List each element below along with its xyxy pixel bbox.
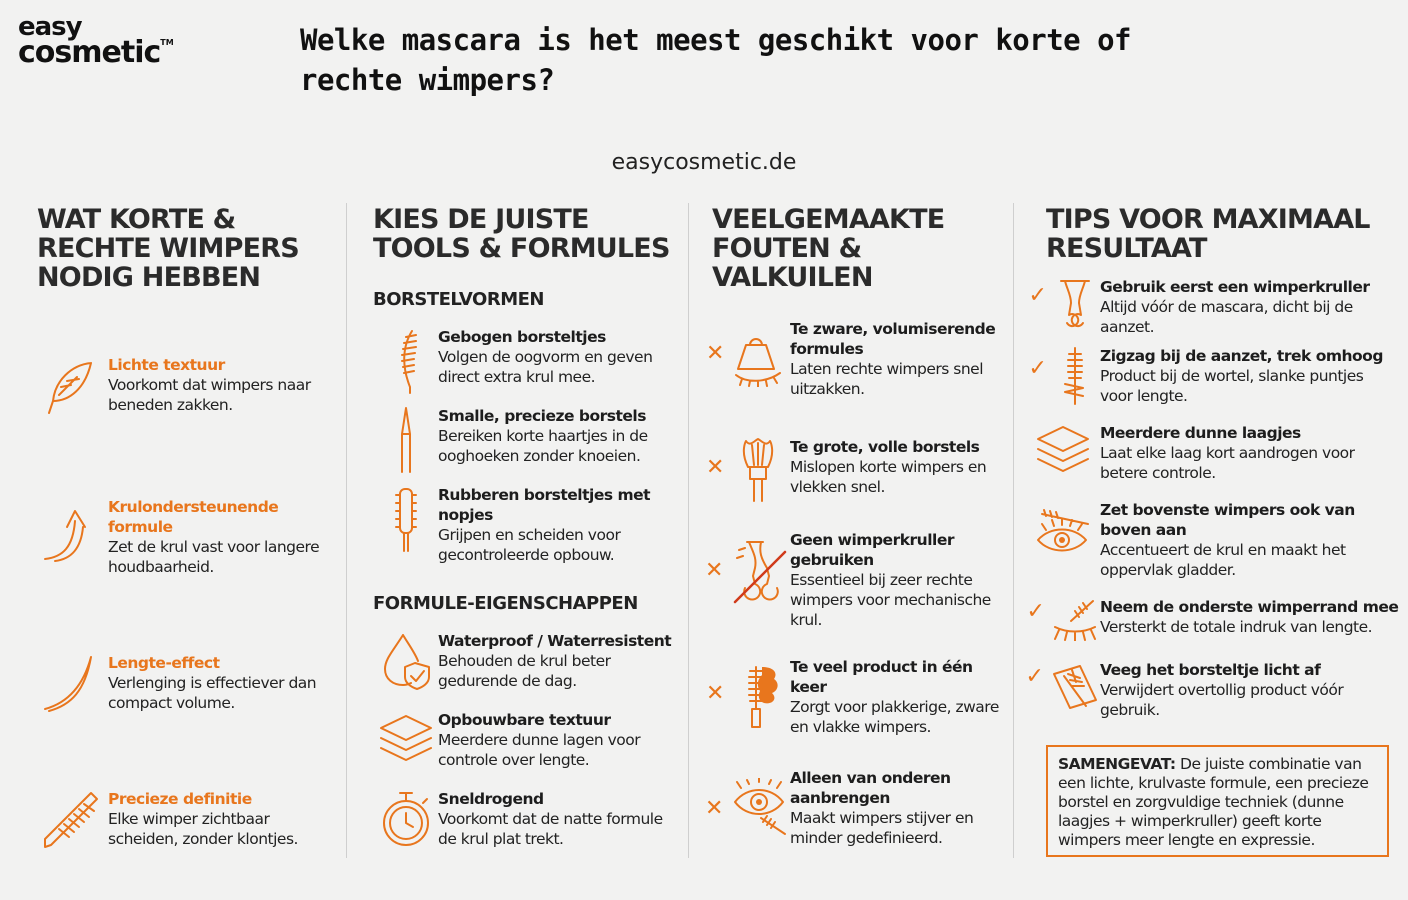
layers-icon <box>373 710 438 770</box>
item-heading: Gebruik eerst een wimperkruller <box>1100 278 1370 296</box>
brand-logo-line1: easy <box>18 12 82 42</box>
no-curler-icon <box>704 530 790 630</box>
list-item <box>1025 597 1400 641</box>
item-text: Zorgt voor plakkerige, zware en vlakke wimpers. <box>790 698 999 736</box>
list-item <box>33 497 333 577</box>
item-text: Mislopen korte wimpers en vlekken snel. <box>790 458 987 496</box>
list-item <box>704 530 1004 630</box>
item-heading: Te zware, volumiserende formules <box>790 320 996 358</box>
column-title: TIPS VOOR MAXIMAAL RESULTAAT <box>1046 204 1370 264</box>
item-text: Verwijdert overtollig product vóór gebruik. <box>1100 681 1344 719</box>
lash-curve-icon <box>33 653 108 717</box>
item-heading: Krulondersteunende formule <box>108 498 279 536</box>
item-text: Essentieel bij zeer rechte wimpers voor mechanische krul. <box>790 571 991 629</box>
check-mark-icon: ✓ <box>1028 283 1047 308</box>
stopwatch-icon <box>373 789 438 849</box>
cross-mark-icon: ✕ <box>706 455 725 480</box>
item-text: Altijd vóór de mascara, dicht bij de aanzet. <box>1100 298 1353 336</box>
list-item <box>33 653 333 717</box>
item-text: Laten rechte wimpers snel uitzakken. <box>790 360 984 398</box>
list-item <box>704 768 1004 848</box>
list-item <box>1025 423 1400 483</box>
page-title: Welke mascara is het meest geschikt voor korte of rechte wimpers? <box>300 23 1132 97</box>
item-text: Versterkt de totale indruk van lengte. <box>1100 618 1373 636</box>
brand-logo-line2: cosmetic™ <box>18 35 174 71</box>
section-title-formulas: FORMULE-EIGENSCHAPPEN <box>373 593 638 614</box>
column-needs <box>37 205 337 860</box>
item-heading: Te grote, volle borstels <box>790 438 980 456</box>
column-divider <box>688 203 689 858</box>
list-item <box>704 657 1004 737</box>
column-divider <box>1013 203 1014 858</box>
check-mark-icon: ✓ <box>1025 664 1044 689</box>
cross-mark-icon: ✕ <box>706 681 725 706</box>
item-text: Grijpen en scheiden voor gecontroleerde opbouw. <box>438 526 621 564</box>
feather-icon <box>33 355 108 419</box>
item-heading: Opbouwbare textuur <box>438 711 611 729</box>
eye-brush-icon <box>704 768 790 848</box>
item-heading: Veeg het borsteltje licht af <box>1100 661 1321 679</box>
list-item <box>33 355 333 419</box>
list-item <box>1025 500 1400 580</box>
slim-brush-icon <box>373 406 438 474</box>
item-text: Elke wimper zichtbaar scheiden, zonder klontjes. <box>108 810 298 848</box>
item-heading: Zigzag bij de aanzet, trek omhoog <box>1100 347 1383 365</box>
item-heading: Alleen van onderen aanbrengen <box>790 769 951 807</box>
eyelash-curler-icon <box>1025 277 1100 337</box>
big-brush-icon <box>704 437 790 503</box>
item-heading: Lichte textuur <box>108 356 225 374</box>
item-text: Voorkomt dat wimpers naar beneden zakken. <box>108 376 311 414</box>
item-heading: Geen wimperkruller gebruiken <box>790 531 954 569</box>
summary-box <box>1046 745 1389 857</box>
item-text: Product bij de wortel, slanke puntjes voor lengte. <box>1100 367 1364 405</box>
item-heading: Meerdere dunne laagjes <box>1100 424 1301 442</box>
list-item <box>373 710 673 770</box>
water-drop-shield-icon <box>373 631 438 691</box>
rubber-brush-icon <box>373 485 438 565</box>
item-heading: Lengte-effect <box>108 654 220 672</box>
item-heading: Sneldrogend <box>438 790 544 808</box>
item-text: Zet de krul vast voor langere houdbaarheid. <box>108 538 320 576</box>
item-heading: Zet bovenste wimpers ook van boven aan <box>1100 501 1355 539</box>
list-item <box>373 631 673 691</box>
item-text: Meerdere dunne lagen voor controle over lengte. <box>438 731 641 769</box>
top-lash-eye-icon <box>1025 500 1100 580</box>
item-heading: Gebogen borsteltjes <box>438 328 606 346</box>
summary-text: De juiste combinatie van een lichte, krulvaste formule, een precieze borstel en zorgvuldige techniek (dunne laagjes + wimperkruller) geeft korte wimpers meer lengte en expressie. <box>1058 755 1369 849</box>
item-text: Laat elke laag kort aandrogen voor betere controle. <box>1100 444 1355 482</box>
curved-brush-icon <box>373 327 438 395</box>
list-item <box>1025 660 1400 720</box>
comb-icon <box>33 789 108 853</box>
section-title-brushes: BORSTELVORMEN <box>373 289 544 310</box>
check-mark-icon: ✓ <box>1026 599 1045 624</box>
lower-lash-icon <box>1025 597 1100 641</box>
cross-mark-icon: ✕ <box>705 796 724 821</box>
list-item <box>373 485 673 565</box>
column-mistakes <box>705 204 1007 860</box>
item-text: Behouden de krul beter gedurende de dag. <box>438 652 611 690</box>
item-heading: Te veel product in één keer <box>790 658 973 696</box>
wipe-wand-icon <box>1025 660 1100 720</box>
list-item <box>704 319 1004 399</box>
column-title: WAT KORTE & RECHTE WIMPERS NODIG HEBBEN <box>37 204 299 293</box>
item-heading: Smalle, precieze borstels <box>438 407 646 425</box>
list-item <box>373 327 673 395</box>
item-heading: Neem de onderste wimperrand mee <box>1100 598 1399 616</box>
item-heading: Precieze definitie <box>108 790 252 808</box>
item-text: Verlenging is effectiever dan compact volume. <box>108 674 317 712</box>
weight-lash-icon <box>704 319 790 399</box>
list-item <box>373 789 673 849</box>
site-url: easycosmetic.de <box>611 150 797 175</box>
list-item <box>1025 346 1400 406</box>
thin-layers-icon <box>1025 423 1100 483</box>
cross-mark-icon: ✕ <box>706 341 725 366</box>
item-text: Maakt wimpers stijver en minder gedefinieerd. <box>790 809 974 847</box>
brand-logo[interactable] <box>18 12 174 71</box>
list-item <box>1025 277 1400 337</box>
overloaded-wand-icon <box>704 657 790 737</box>
column-divider <box>346 203 347 858</box>
column-tips <box>1025 205 1400 860</box>
column-title: VEELGEMAAKTE FOUTEN & VALKUILEN <box>712 204 945 293</box>
list-item <box>33 789 333 853</box>
column-title: KIES DE JUISTE TOOLS & FORMULES <box>373 204 670 264</box>
item-text: Accentueert de krul en maakt het oppervlak gladder. <box>1100 541 1346 579</box>
item-text: Volgen de oogvorm en geven direct extra krul mee. <box>438 348 653 386</box>
zigzag-wand-icon <box>1025 346 1100 406</box>
cross-mark-icon: ✕ <box>705 558 724 583</box>
item-heading: Rubberen borsteltjes met nopjes <box>438 486 651 524</box>
summary-label: SAMENGEVAT: <box>1058 755 1176 773</box>
list-item <box>704 437 1004 503</box>
item-text: Voorkomt dat de natte formule de krul plat trekt. <box>438 810 663 848</box>
list-item <box>373 406 673 474</box>
trademark-mark: TM <box>160 38 174 48</box>
item-text: Bereiken korte haartjes in de ooghoeken zonder knoeien. <box>438 427 648 465</box>
item-heading: Waterproof / Waterresistent <box>438 632 672 650</box>
curved-arrow-up-icon <box>33 497 108 577</box>
check-mark-icon: ✓ <box>1028 356 1047 381</box>
column-tools <box>373 205 678 860</box>
